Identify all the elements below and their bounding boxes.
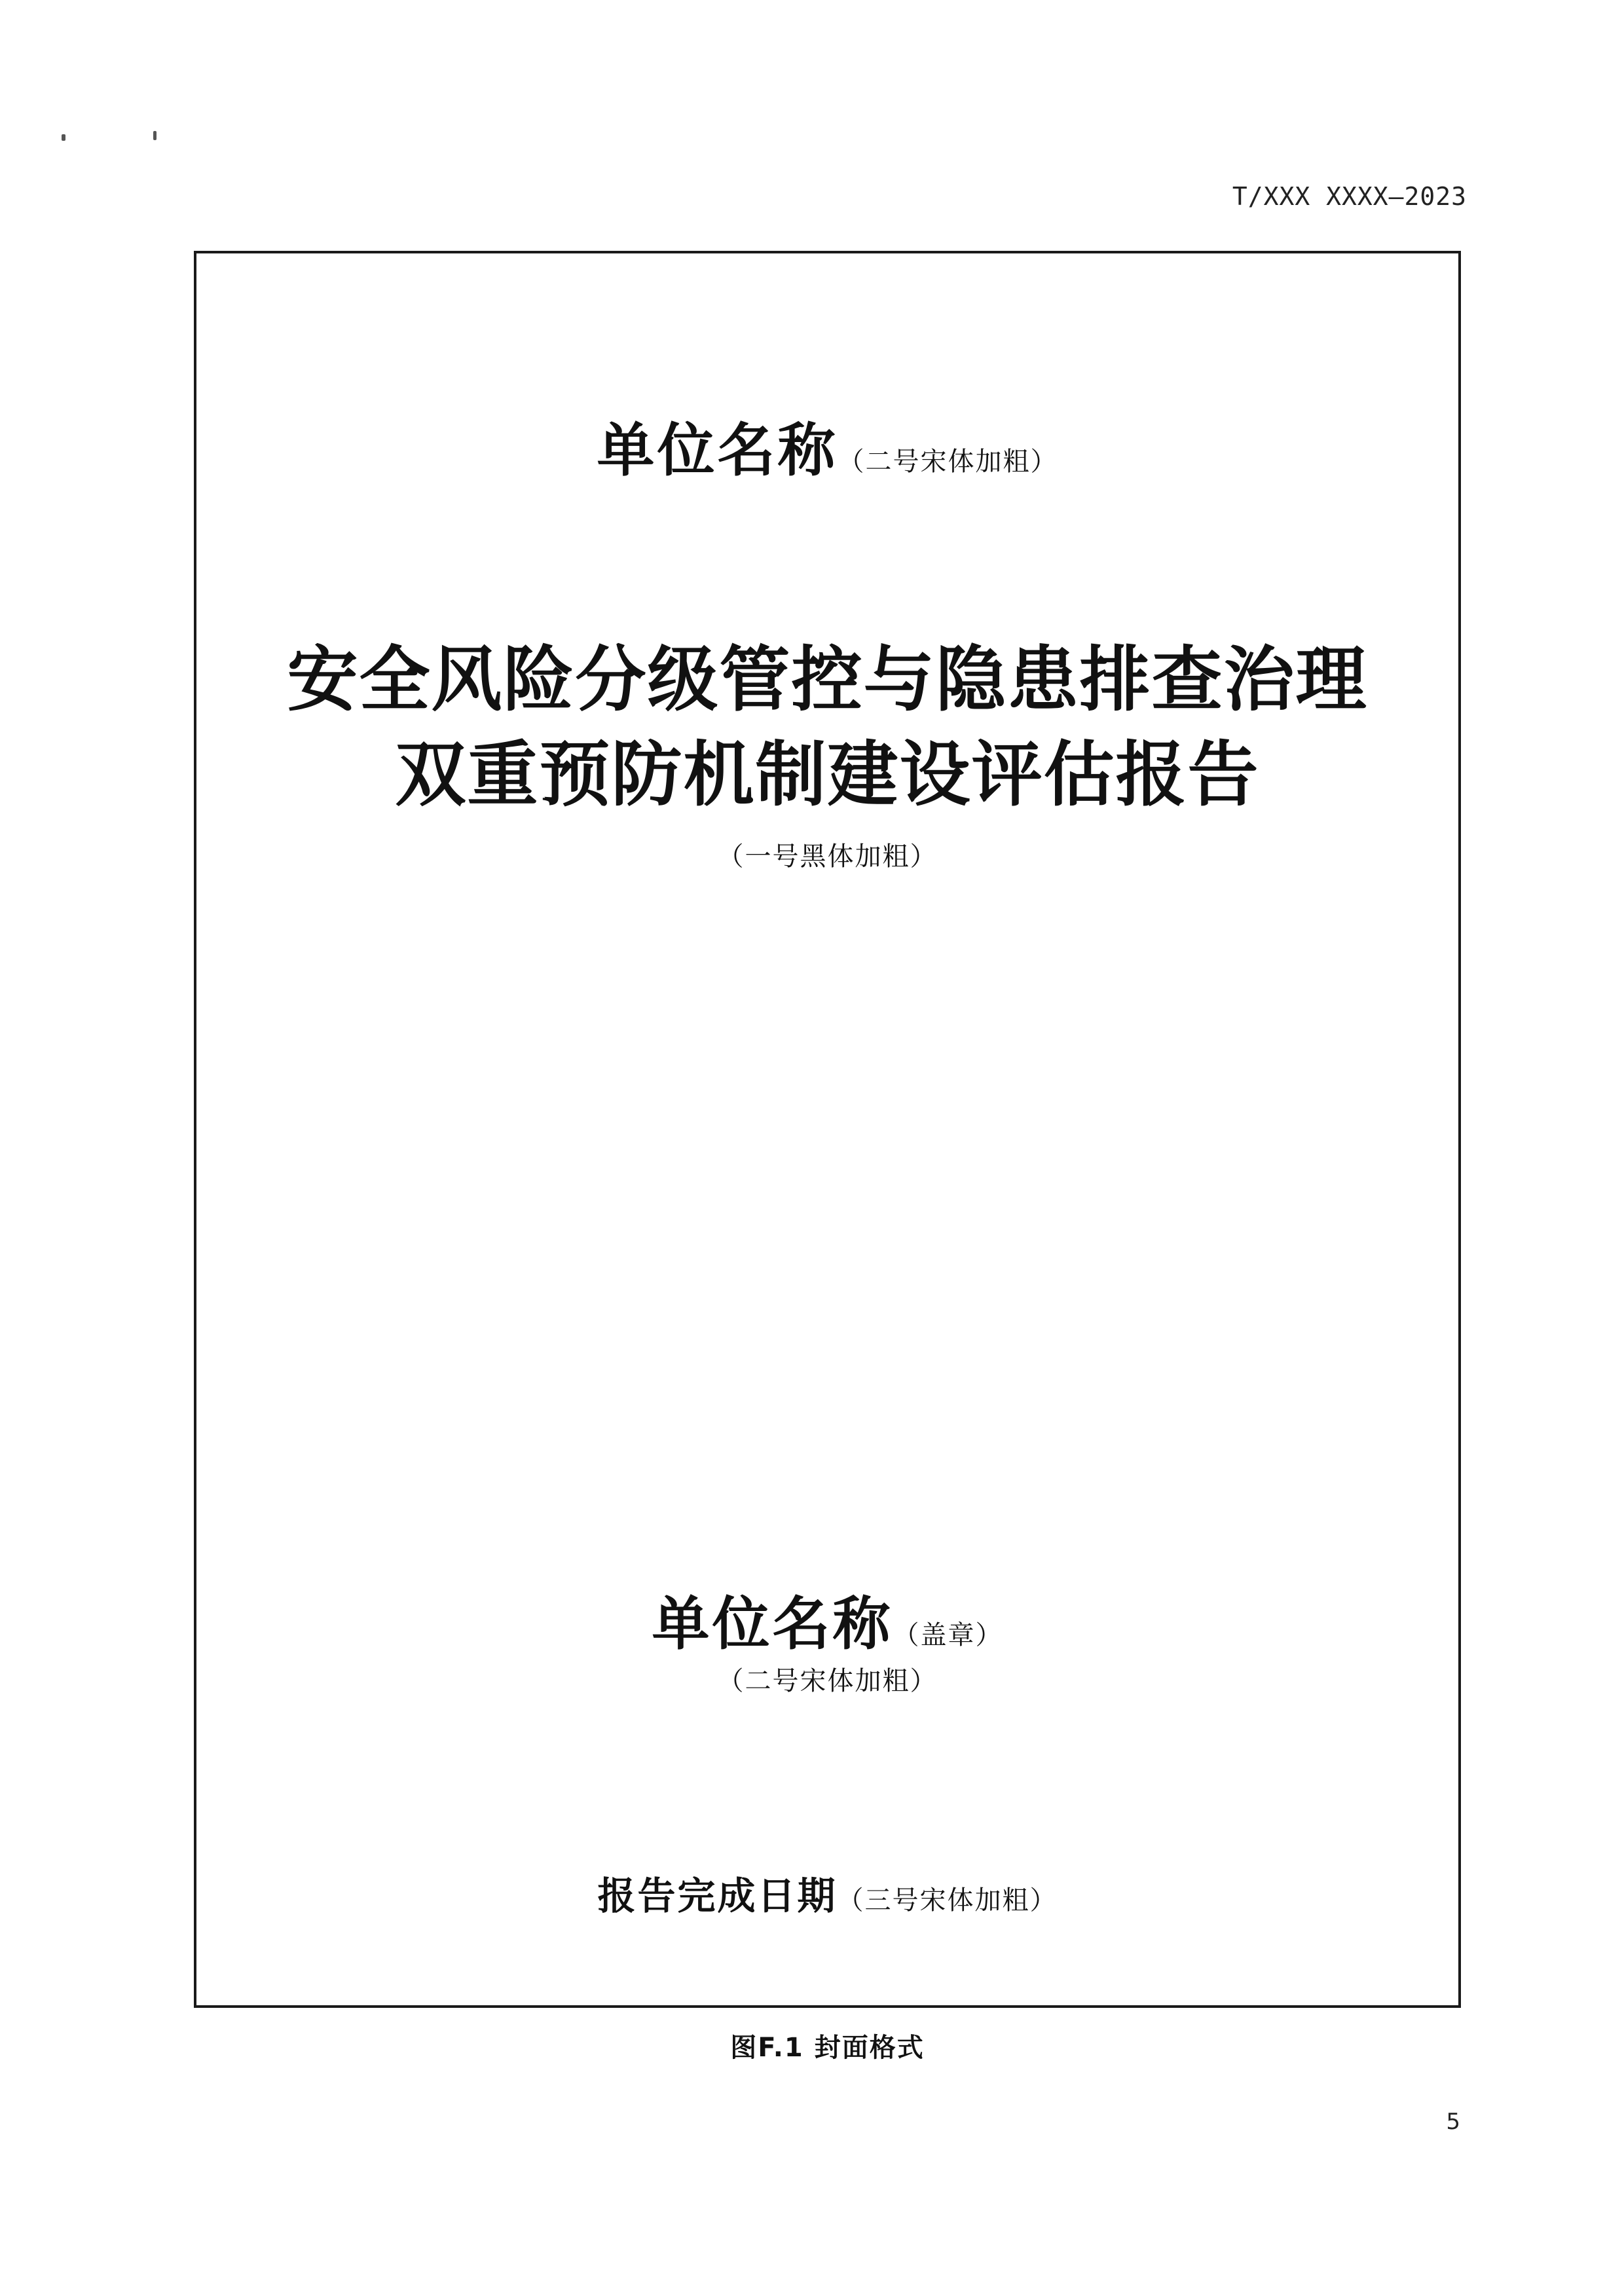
org-name-bottom-note: （二号宋体加粗） [717, 1666, 938, 1696]
report-title-line-2: 双重预防机制建设评估报告 [395, 734, 1260, 816]
scan-speck [153, 131, 157, 140]
completion-date [194, 1865, 1461, 1920]
org-name-bottom [194, 1578, 1461, 1661]
org-name-bottom-stamp: （盖章） [893, 1620, 1003, 1650]
completion-date-label: 报告完成日期 [597, 1874, 838, 1918]
completion-date-note: （三号宋体加粗） [837, 1885, 1058, 1916]
org-name-top-note: （二号宋体加粗） [838, 447, 1058, 477]
page-number: 5 [1446, 2109, 1460, 2135]
report-title-note: （一号黑体加粗） [717, 842, 938, 872]
scan-speck [62, 134, 65, 141]
document-code: T/XXX XXXX—2023 [1232, 182, 1467, 211]
cover-frame [194, 251, 1461, 2008]
org-name-top-text: 单位名称 [597, 416, 838, 484]
org-name-bottom-text: 单位名称 [652, 1589, 893, 1657]
report-title-line-1: 安全风险分级管控与隐患排查治理 [287, 639, 1368, 721]
org-name-top [194, 405, 1461, 487]
figure-caption: 图F.1 封面格式 [730, 2033, 925, 2063]
